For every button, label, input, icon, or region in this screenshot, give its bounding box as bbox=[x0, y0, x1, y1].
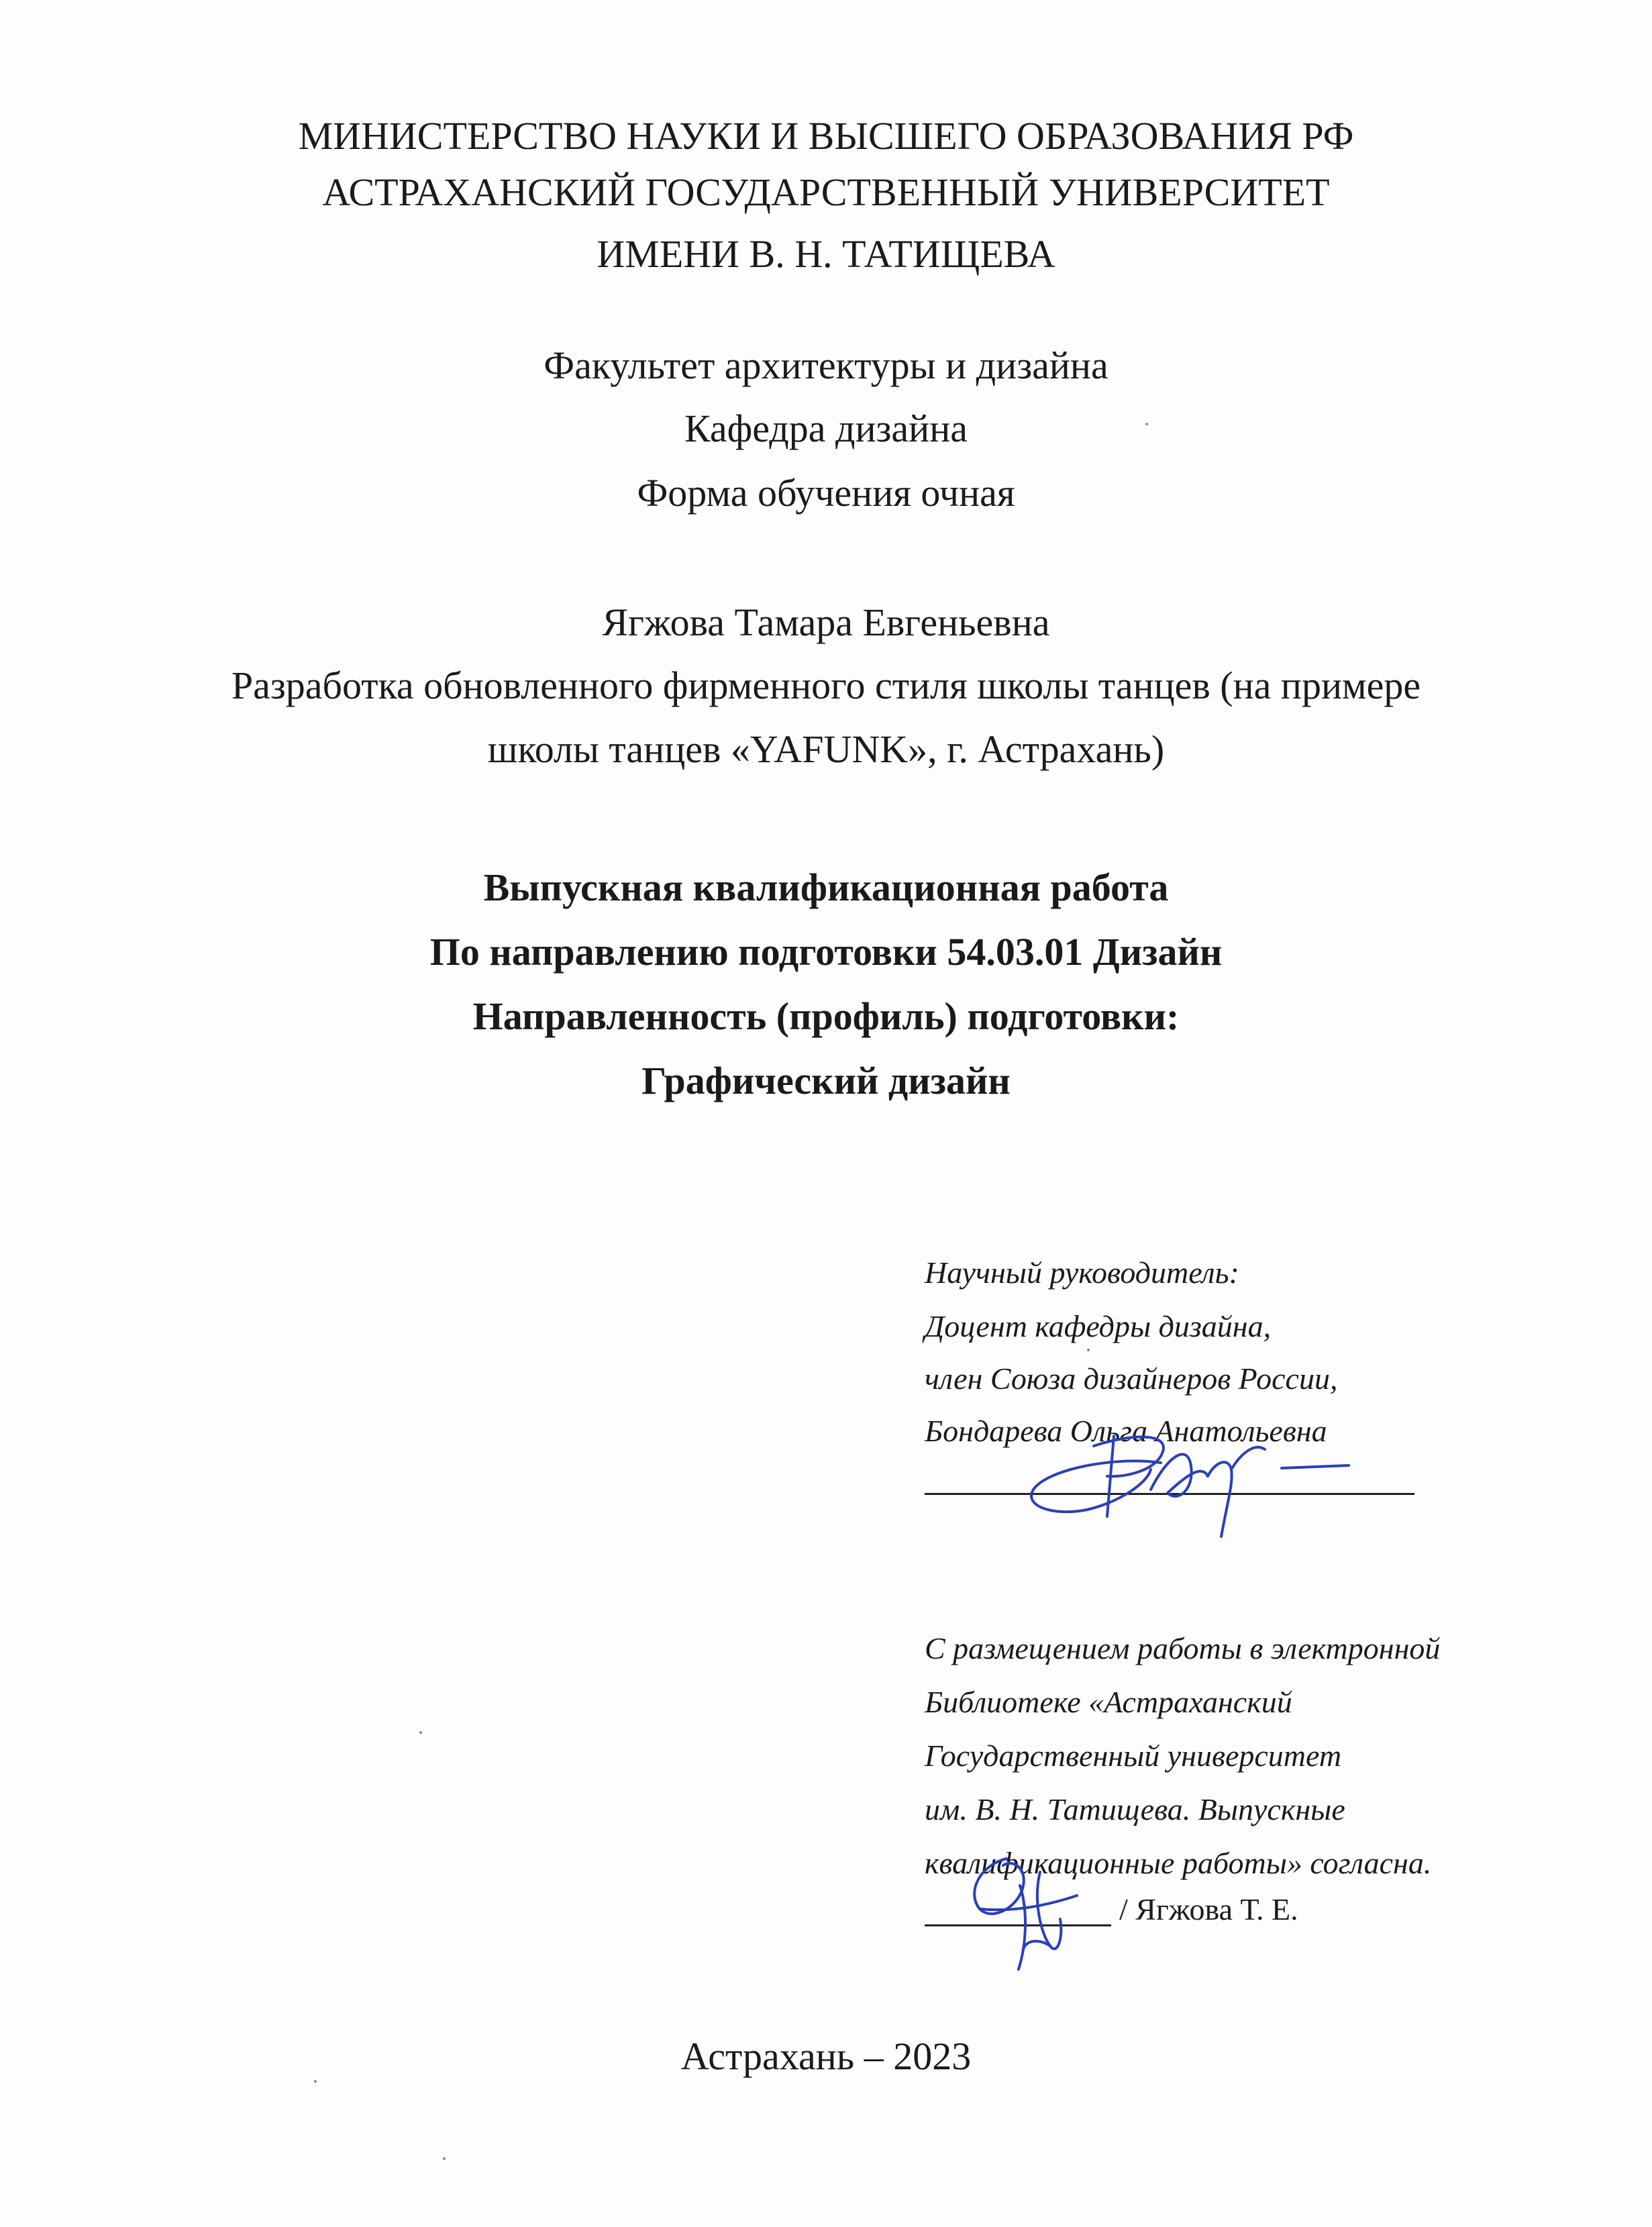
university-title: АСТРАХАНСКИЙ ГОСУДАРСТВЕННЫЙ УНИВЕРСИТЕТ bbox=[322, 170, 1330, 214]
profile-name: Графический дизайн bbox=[641, 1059, 1011, 1102]
ministry-title: МИНИСТЕРСТВО НАУКИ И ВЫСШЕГО ОБРАЗОВАНИЯ РФ bbox=[298, 114, 1354, 158]
consent-line3: Государственный университет bbox=[925, 1739, 1342, 1773]
supervisor-label: Научный руководитель: bbox=[925, 1255, 1239, 1290]
city-year: Астрахань – 2023 bbox=[680, 2034, 972, 2078]
supervisor-membership: член Союза дизайнеров России, bbox=[925, 1361, 1338, 1396]
faculty-name: Факультет архитектуры и дизайна bbox=[544, 344, 1108, 387]
scan-speck bbox=[1145, 423, 1148, 425]
profile-label: Направленность (профиль) подготовки: bbox=[472, 994, 1180, 1038]
scan-speck bbox=[419, 1731, 422, 1734]
work-type: Выпускная квалификационная работа bbox=[483, 866, 1169, 909]
consent-line4: им. В. Н. Татищева. Выпускные bbox=[925, 1792, 1345, 1826]
thesis-title-line1: Разработка обновленного фирменного стиля школы танцев (на примере bbox=[231, 664, 1421, 707]
university-name: ИМЕНИ В. Н. ТАТИЩЕВА bbox=[597, 232, 1055, 276]
supervisor-name: Бондарева Ольга Анатольевна bbox=[925, 1414, 1327, 1448]
supervisor-position: Доцент кафедры дизайна, bbox=[925, 1309, 1272, 1343]
author-name: Ягжова Тамара Евгеньевна bbox=[602, 601, 1050, 644]
scan-speck bbox=[314, 2080, 317, 2083]
scan-speck bbox=[443, 2157, 446, 2160]
thesis-title-line2: школы танцев «YAFUNK», г. Астрахань) bbox=[487, 727, 1165, 771]
consent-line5: квалификационные работы» согласна. bbox=[925, 1846, 1432, 1880]
supervisor-signature bbox=[1006, 1416, 1382, 1550]
author-signer-name: / Ягжова Т. Е. bbox=[1119, 1892, 1298, 1926]
study-direction: По направлению подготовки 54.03.01 Дизайн bbox=[429, 930, 1223, 974]
consent-line1: С размещением работы в электронной bbox=[925, 1631, 1441, 1665]
consent-line2: Библиотеке «Астраханский bbox=[925, 1685, 1292, 1719]
study-form: Форма обучения очная bbox=[637, 471, 1015, 515]
author-signature bbox=[939, 1838, 1114, 1986]
scan-speck bbox=[1087, 1349, 1090, 1351]
department-name: Кафедра дизайна bbox=[684, 407, 968, 450]
